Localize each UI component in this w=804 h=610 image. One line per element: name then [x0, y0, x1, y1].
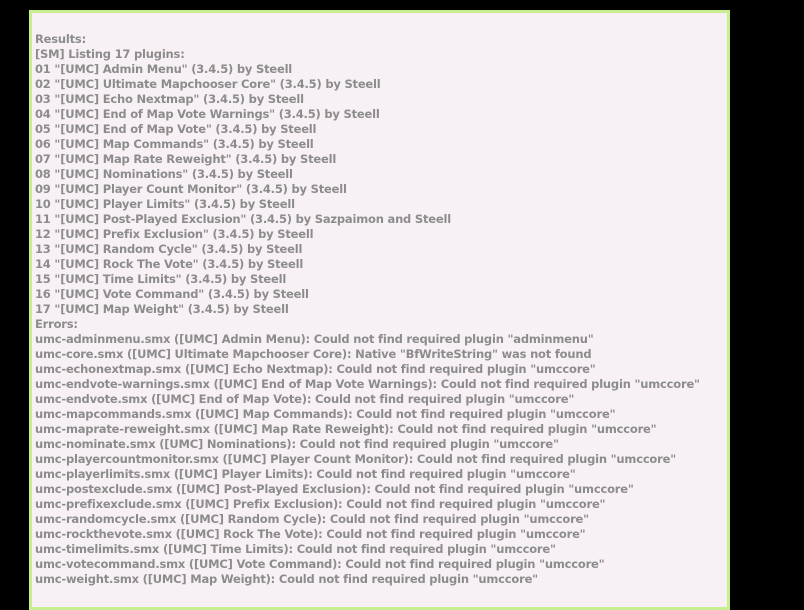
plugin-list [35, 62, 727, 317]
plugin-line: 05 "[UMC] End of Map Vote" (3.4.5) by Steell [35, 122, 317, 136]
error-line: umc-maprate-reweight.smx ([UMC] Map Rate Reweight): Could not find required plugin "umccore" [35, 422, 657, 436]
error-line: umc-postexclude.smx ([UMC] Post-Played Exclusion): Could not find required plugin "umccore" [35, 482, 634, 496]
plugin-line: 08 "[UMC] Nominations" (3.4.5) by Steell [35, 167, 293, 181]
error-line: umc-nominate.smx ([UMC] Nominations): Could not find required plugin "umccore" [35, 437, 559, 451]
plugin-line: 03 "[UMC] Echo Nextmap" (3.4.5) by Steell [35, 92, 304, 106]
plugin-line: 07 "[UMC] Map Rate Reweight" (3.4.5) by Steell [35, 152, 337, 166]
plugin-line: 17 "[UMC] Map Weight" (3.4.5) by Steell [35, 302, 289, 316]
listing-header: [SM] Listing 17 plugins: [35, 47, 185, 61]
error-line: umc-mapcommands.smx ([UMC] Map Commands): Could not find required plugin "umccore" [35, 407, 616, 421]
error-line: umc-endvote.smx ([UMC] End of Map Vote): Could not find required plugin "umccore" [35, 392, 575, 406]
plugin-line: 10 "[UMC] Player Limits" (3.4.5) by Steell [35, 197, 295, 211]
plugin-line: 01 "[UMC] Admin Menu" (3.4.5) by Steell [35, 62, 293, 76]
error-line: umc-rockthevote.smx ([UMC] Rock The Vote): Could not find required plugin "umccore" [35, 527, 586, 541]
plugin-line: 04 "[UMC] End of Map Vote Warnings" (3.4.5) by Steell [35, 107, 380, 121]
plugin-line: 12 "[UMC] Prefix Exclusion" (3.4.5) by Steell [35, 227, 314, 241]
error-line: umc-playerlimits.smx ([UMC] Player Limits): Could not find required plugin "umccore" [35, 467, 576, 481]
error-line: umc-adminmenu.smx ([UMC] Admin Menu): Could not find required plugin "adminmenu" [35, 332, 594, 346]
error-line: umc-prefixexclude.smx ([UMC] Prefix Exclusion): Could not find required plugin "umccore" [35, 497, 606, 511]
error-list [35, 332, 727, 587]
plugin-line: 14 "[UMC] Rock The Vote" (3.4.5) by Steell [35, 257, 304, 271]
error-line: umc-core.smx ([UMC] Ultimate Mapchooser Core): Native "BfWriteString" was not found [35, 347, 592, 361]
error-line: umc-endvote-warnings.smx ([UMC] End of Map Vote Warnings): Could not find required plugin "umccore" [35, 377, 700, 391]
plugin-line: 09 "[UMC] Player Count Monitor" (3.4.5) by Steell [35, 182, 347, 196]
results-header: Results: [35, 32, 86, 46]
errors-header: Errors: [35, 317, 78, 331]
console-output-panel [29, 10, 730, 610]
plugin-line: 15 "[UMC] Time Limits" (3.4.5) by Steell [35, 272, 287, 286]
plugin-line: 06 "[UMC] Map Commands" (3.4.5) by Steell [35, 137, 314, 151]
plugin-line: 16 "[UMC] Vote Command" (3.4.5) by Steell [35, 287, 309, 301]
plugin-line: 11 "[UMC] Post-Played Exclusion" (3.4.5) by Sazpaimon and Steell [35, 212, 451, 226]
plugin-line: 02 "[UMC] Ultimate Mapchooser Core" (3.4.5) by Steell [35, 77, 381, 91]
plugin-line: 13 "[UMC] Random Cycle" (3.4.5) by Steell [35, 242, 303, 256]
error-line: umc-timelimits.smx ([UMC] Time Limits): Could not find required plugin "umccore" [35, 542, 556, 556]
error-line: umc-randomcycle.smx ([UMC] Random Cycle): Could not find required plugin "umccore" [35, 512, 589, 526]
error-line: umc-weight.smx ([UMC] Map Weight): Could not find required plugin "umccore" [35, 572, 538, 586]
error-line: umc-playercountmonitor.smx ([UMC] Player Count Monitor): Could not find required plugin "umccore" [35, 452, 676, 466]
error-line: umc-votecommand.smx ([UMC] Vote Command): Could not find required plugin "umccore" [35, 557, 605, 571]
error-line: umc-echonextmap.smx ([UMC] Echo Nextmap): Could not find required plugin "umccore" [35, 362, 596, 376]
